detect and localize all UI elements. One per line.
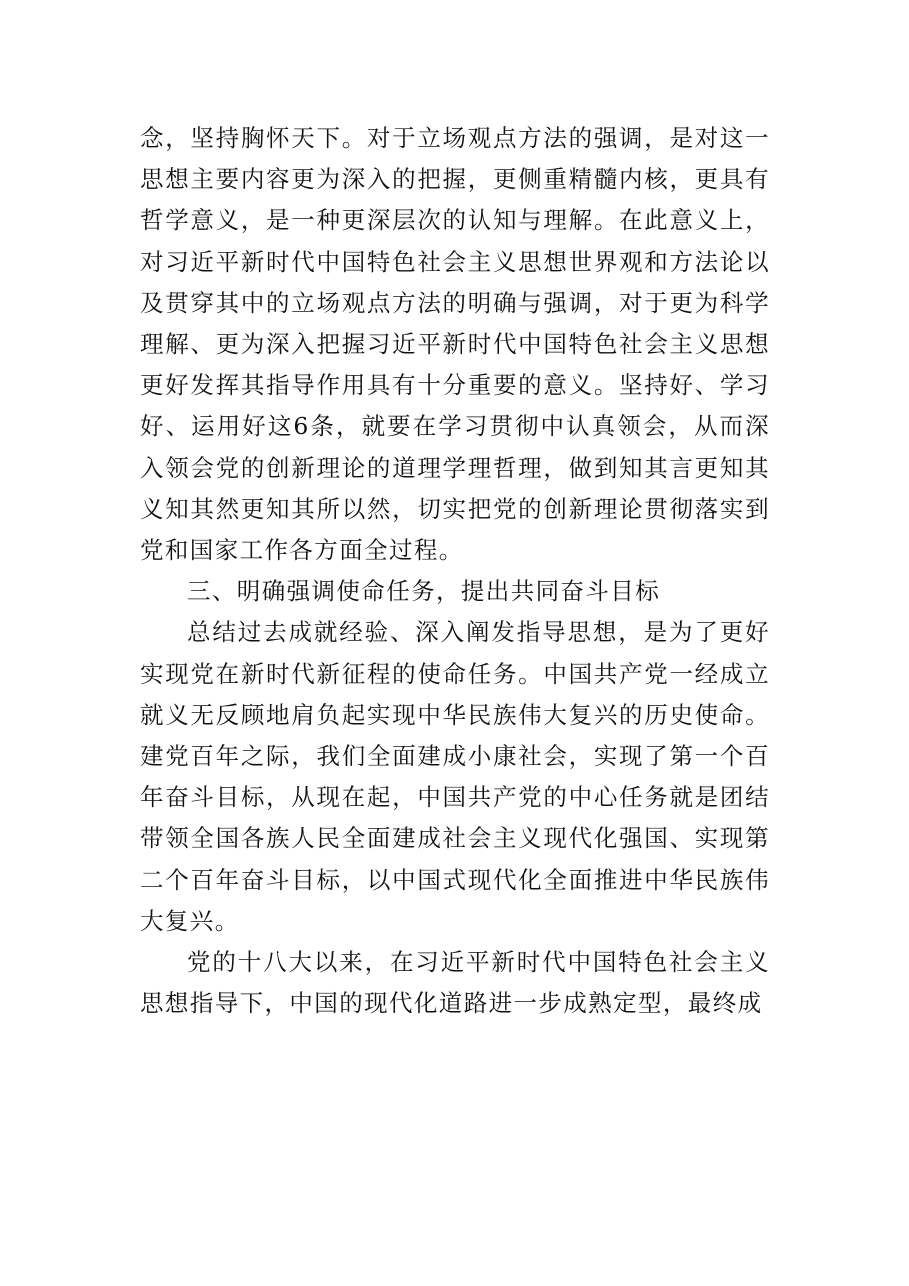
paragraph-continuation: 念，坚持胸怀天下。对于立场观点方法的强调，是对这一思想主要内容更为深入的把握，更侧重精髓内核，更具有哲学意义，是一种更深层次的认知与理解。在此意义上，对习近平新时代中国特色社会主义思想世界观和方法论以及贯穿其中的立场观点方法的明确与强调，对于更为科学理解、更为深入把握习近平新时代中国特色社会主义思想更好发挥其指导作用具有十分重要的意义。坚持好、学习好、运用好这6条，就要在学习贯彻中认真领会，从而深入领会党的创新理论的道理学理哲理，做到知其言更知其义知其然更知其所以然，切实把党的创新理论贯彻落实到党和国家工作各方面全过程。 (140, 124, 770, 565)
paragraph: 总结过去成就经验、深入阐发指导思想，是为了更好实现党在新时代新征程的使命任务。中国共产党一经成立就义无反顾地肩负起实现中华民族伟大复兴的历史使命。建党百年之际，我们全面建成小康社会，实现了第一个百年奋斗目标，从现在起，中国共产党的中心任务就是团结带领全国各族人民全面建成社会主义现代化强国、实现第二个百年奋斗目标，以中国式现代化全面推进中华民族伟大复兴。 (140, 618, 770, 935)
document-body (140, 118, 770, 1024)
paragraph: 党的十八大以来，在习近平新时代中国特色社会主义思想指导下，中国的现代化道路进一步成熟定型，最终成 (140, 948, 770, 1018)
section-heading: 三、明确强调使命任务，提出共同奋斗目标 (187, 577, 661, 606)
